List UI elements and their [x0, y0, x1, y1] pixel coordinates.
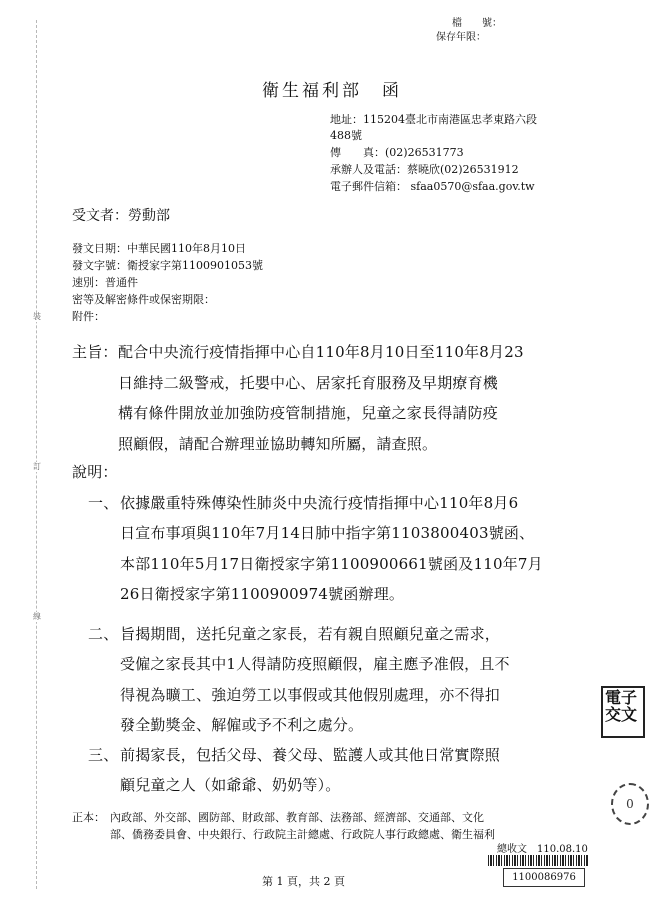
electronic-doc-stamp: 電子交文 — [601, 686, 645, 738]
explanation-line: 得視為曠工、強迫勞工以事假或其他假別處理，亦不得扣 — [120, 686, 501, 704]
issue-date: 發文日期：中華民國110年8月10日 — [72, 242, 246, 255]
barcode — [488, 855, 588, 866]
binding-line — [36, 20, 37, 889]
retention-label: 保存年限： — [436, 32, 486, 43]
receipt-date: 總收文 110.08.10 — [497, 844, 588, 855]
explanation-item-number: 三、 — [88, 746, 119, 764]
security-level: 密等及解密條件或保密期限： — [72, 293, 215, 306]
explanation-line: 本部110年5月17日衛授家字第1100900661號函及110年7月 — [120, 555, 543, 573]
explanation-item-number: 一、 — [88, 494, 119, 512]
page-number: 第 1 頁，共 2 頁 — [262, 875, 345, 888]
file-number-label: 檔 號： — [452, 18, 502, 29]
sender-address-cont: 488號 — [330, 129, 362, 142]
cc-label: 正本： — [72, 811, 105, 824]
explanation-line: 顧兒童之人（如爺爺、奶奶等）。 — [120, 776, 341, 794]
document-title: 衛生福利部 函 — [262, 81, 402, 101]
barcode-number: 1100086976 — [503, 868, 585, 887]
document-number: 發文字號：衛授家字第1100901053號 — [72, 259, 263, 272]
attachment: 附件： — [72, 310, 105, 323]
recipient: 受文者：勞動部 — [72, 208, 170, 224]
round-seal-stamp: 0 — [611, 783, 649, 825]
binding-mark-top: 裝 — [33, 312, 41, 321]
explanation-line: 日宣布事項與110年7月14日肺中指字第1103800403號函、 — [120, 524, 535, 542]
subject-line: 構有條件開放並加強防疫管制措施，兒童之家長得請防疫 — [118, 404, 499, 422]
explanation-item-number: 二、 — [88, 625, 119, 643]
sender-address: 地址：115204臺北市南港區忠孝東路六段 — [330, 113, 537, 126]
sender-contact: 承辦人及電話：蔡曉欣(02)26531912 — [330, 163, 519, 176]
explanation-line: 依據嚴重特殊傳染性肺炎中央流行疫情指揮中心110年8月6 — [120, 494, 519, 512]
explanation-line: 前揭家長，包括父母、養父母、監護人或其他日常實際照 — [120, 746, 501, 764]
explanation-line: 26日衛授家字第1100900974號函辦理。 — [120, 585, 405, 603]
binding-mark-middle: 訂 — [33, 462, 41, 471]
sender-fax: 傳 真：(02)26531773 — [330, 146, 464, 159]
subject-line: 日維持二級警戒，托嬰中心、居家托育服務及早期療育機 — [118, 374, 499, 392]
delivery-speed: 速別：普通件 — [72, 276, 138, 289]
explanation-line: 受僱之家長其中1人得請防疫照顧假，雇主應予准假，且不 — [120, 655, 510, 673]
binding-mark-bottom: 線 — [33, 612, 41, 621]
subject-line: 配合中央流行疫情指揮中心自110年8月10日至110年8月23 — [118, 343, 524, 361]
sender-email: 電子郵件信箱： sfaa0570@sfaa.gov.tw — [330, 180, 535, 193]
explanation-line: 發全勤獎金、解僱或予不利之處分。 — [120, 716, 364, 734]
subject-label: 主旨： — [72, 343, 118, 361]
explanation-label: 說明： — [72, 463, 118, 481]
explanation-line: 旨揭期間，送托兒童之家長，若有親自照顧兒童之需求， — [120, 625, 501, 643]
cc-line: 內政部、外交部、國防部、財政部、教育部、法務部、經濟部、交通部、文化 — [110, 811, 484, 824]
cc-line: 部、僑務委員會、中央銀行、行政院主計總處、行政院人事行政總處、衛生福利 — [110, 828, 495, 841]
subject-line: 照顧假，請配合辦理並協助轉知所屬，請查照。 — [118, 435, 438, 453]
